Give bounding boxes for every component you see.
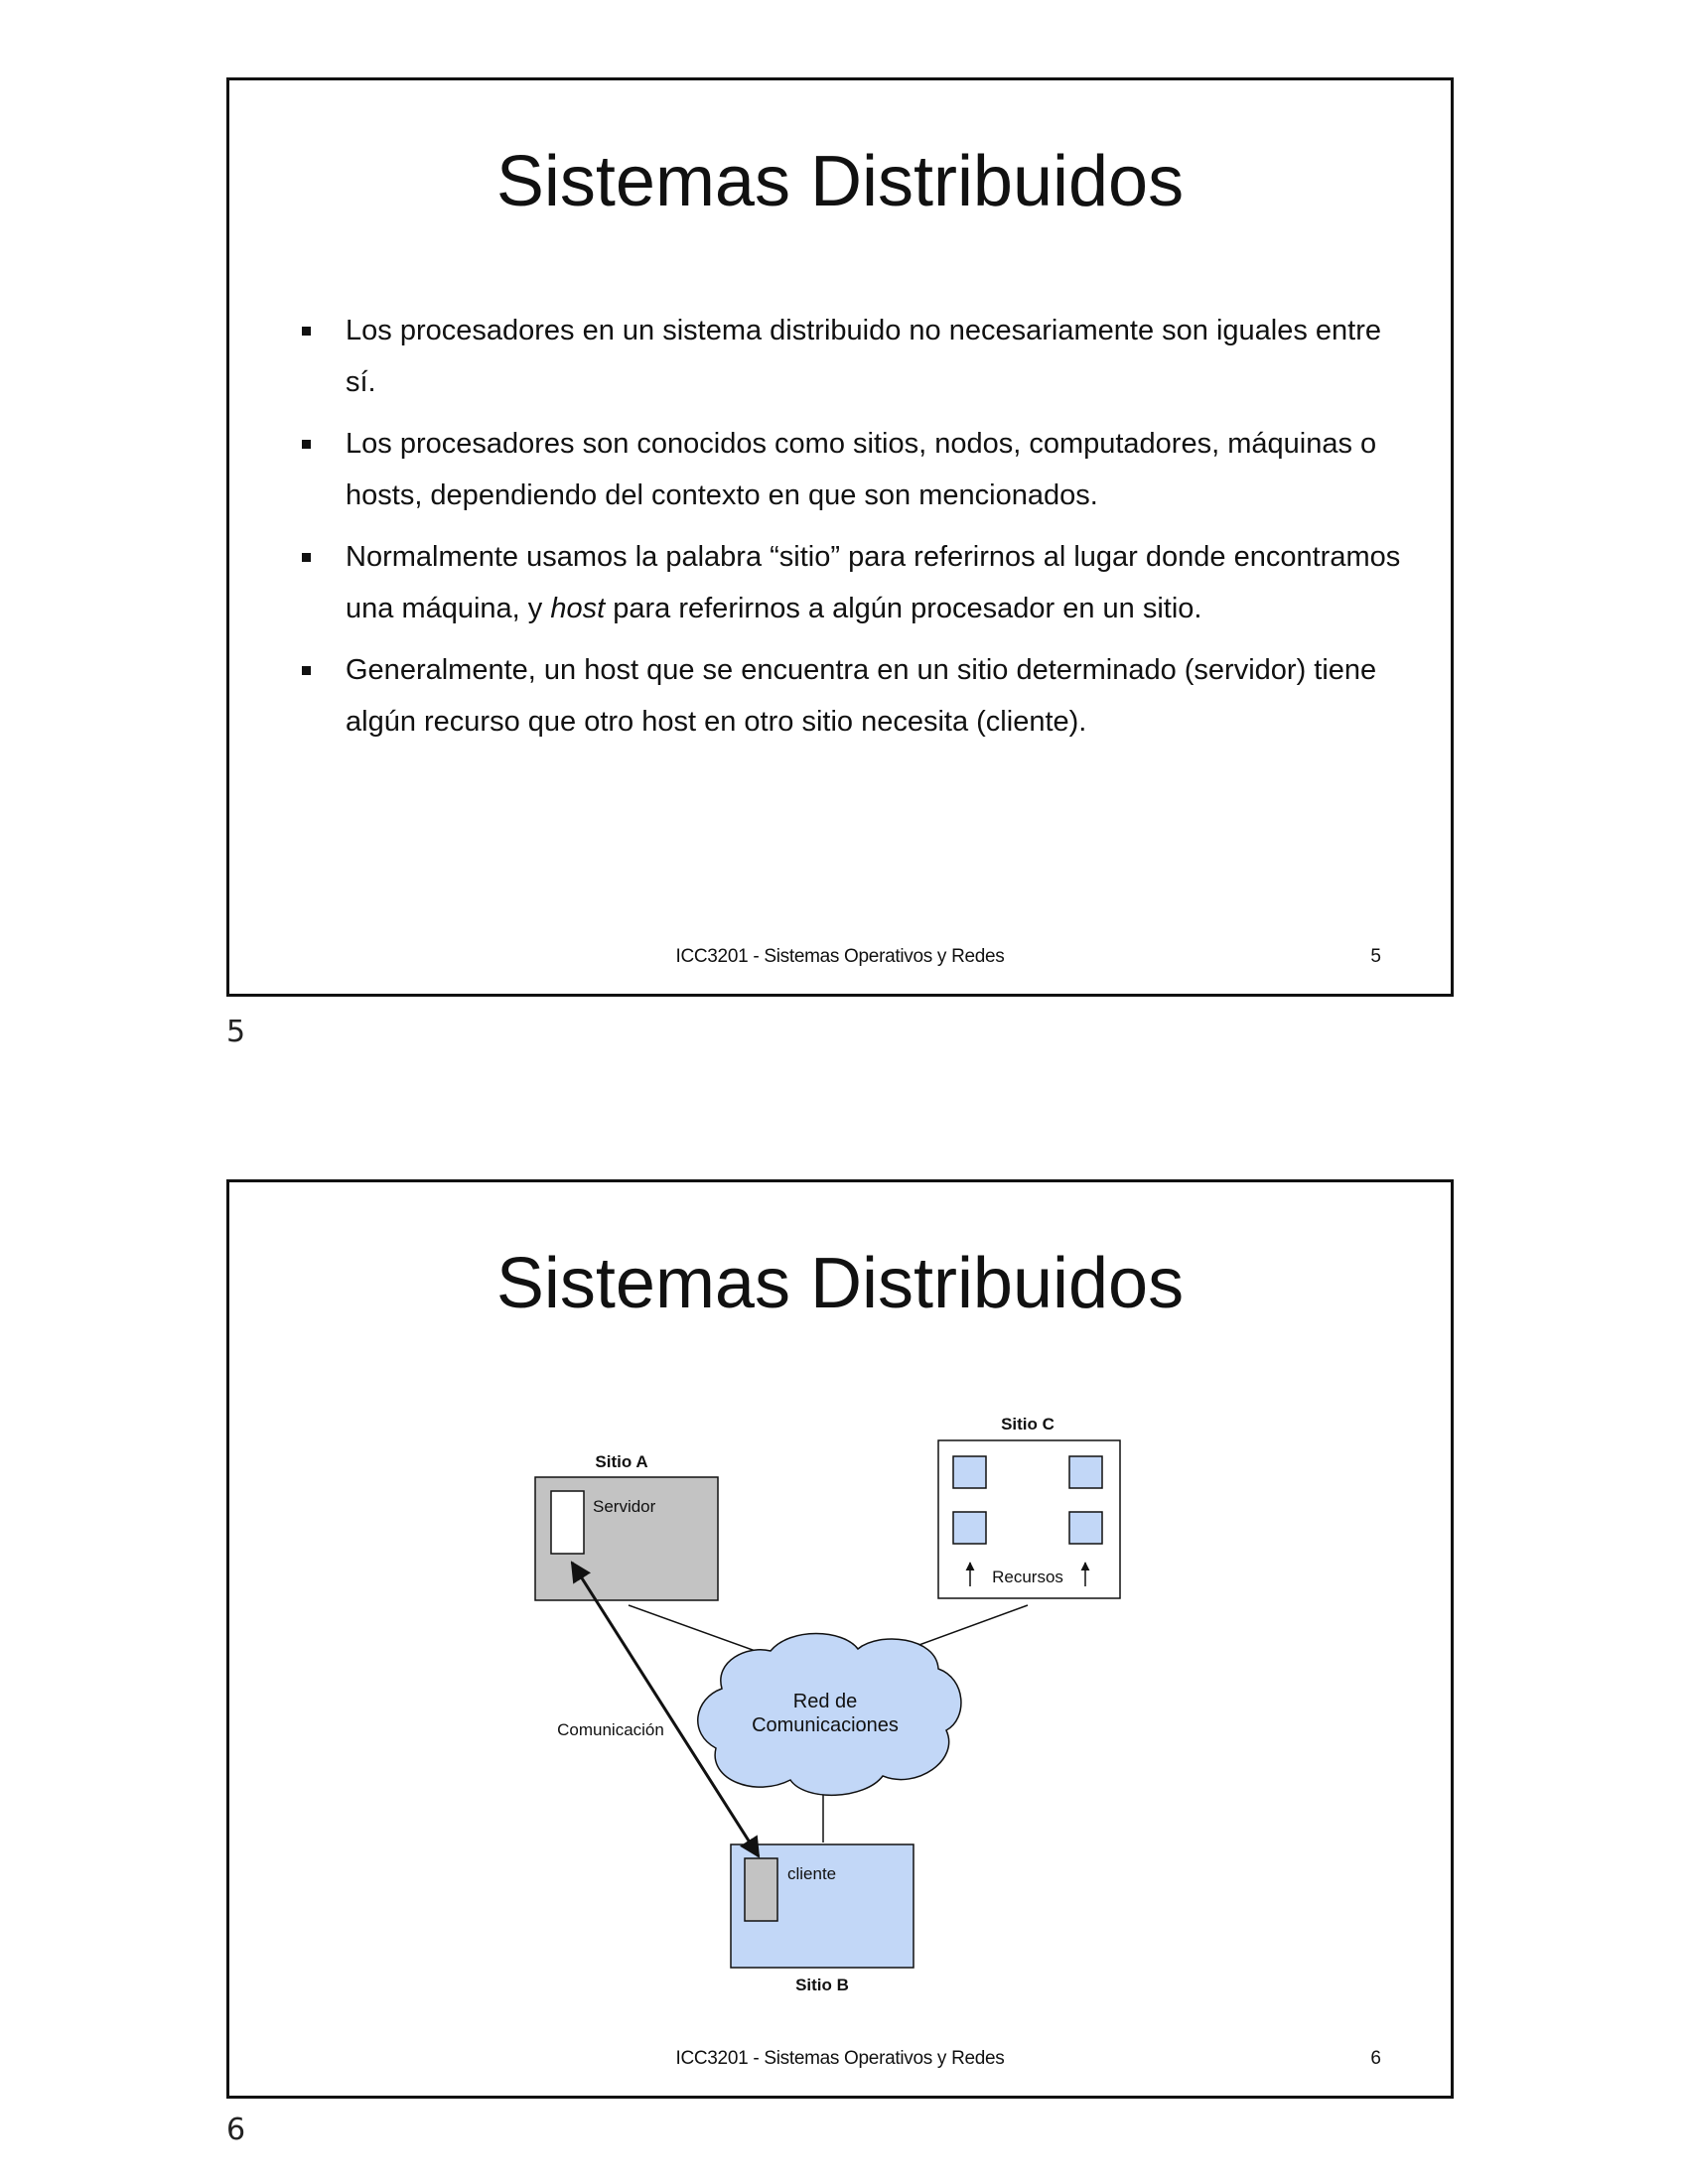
slide-footer: ICC3201 - Sistemas Operativos y Redes	[675, 946, 1005, 967]
resource-icon	[953, 1512, 986, 1544]
square-bullet-icon	[302, 666, 311, 675]
link-site-a	[629, 1605, 764, 1654]
bullet-text-italic: host	[550, 593, 606, 624]
bullet-text-part: para referirnos a algún procesador en un sitio.	[605, 593, 1202, 624]
bullet-text: Generalmente, un host que se encuentra en un sitio determinado (servidor) tiene algún recurso que otro host en otro sitio necesita (cliente).	[346, 654, 1377, 738]
square-bullet-icon	[302, 440, 311, 449]
server-host-icon	[551, 1491, 584, 1554]
communication-label: Comunicación	[557, 1720, 664, 1739]
client-host-icon	[745, 1858, 777, 1921]
client-label: cliente	[787, 1864, 837, 1883]
resource-icon	[953, 1456, 986, 1488]
site-b-label: Sitio B	[795, 1976, 849, 1994]
square-bullet-icon	[302, 553, 311, 562]
slide-5	[226, 77, 1454, 997]
bullet-text: Los procesadores son conocidos como sitios, nodos, computadores, máquinas o hosts, dependiendo del contexto en que son mencionados.	[346, 428, 1377, 511]
bullet-text: Los procesadores en un sistema distribuido no necesariamente son iguales entre sí.	[346, 315, 1382, 398]
network-label-line2: Comunicaciones	[752, 1714, 899, 1736]
bullet-item	[299, 644, 1401, 748]
resources-label: Recursos	[992, 1568, 1063, 1586]
slide-number: 6	[1370, 2048, 1381, 2069]
page-number: 5	[226, 1015, 246, 1049]
bullet-item	[299, 531, 1401, 634]
bullet-text-part: Normalmente usamos la palabra “sitio” para referirnos al lugar donde encontramos una máquina, y	[346, 541, 1401, 624]
bullet-item	[299, 418, 1401, 521]
site-a-label: Sitio A	[595, 1452, 648, 1471]
slide-6	[226, 1179, 1454, 2099]
slide-title: Sistemas Distribuidos	[495, 142, 1185, 221]
slide-number: 5	[1370, 946, 1381, 967]
page-number: 6	[226, 2113, 246, 2147]
square-bullet-icon	[302, 327, 311, 336]
server-label: Servidor	[593, 1497, 656, 1516]
distributed-system-diagram	[229, 1182, 1451, 2096]
network-label-line1: Red de	[792, 1691, 858, 1712]
resource-icon	[1069, 1456, 1102, 1488]
bullet-item	[299, 305, 1401, 408]
bullet-list	[299, 305, 1401, 757]
site-c-label: Sitio C	[1001, 1415, 1055, 1433]
slide-title: Sistemas Distribuidos	[495, 1244, 1185, 1323]
resource-icon	[1069, 1512, 1102, 1544]
slide-footer: ICC3201 - Sistemas Operativos y Redes	[675, 2048, 1005, 2069]
